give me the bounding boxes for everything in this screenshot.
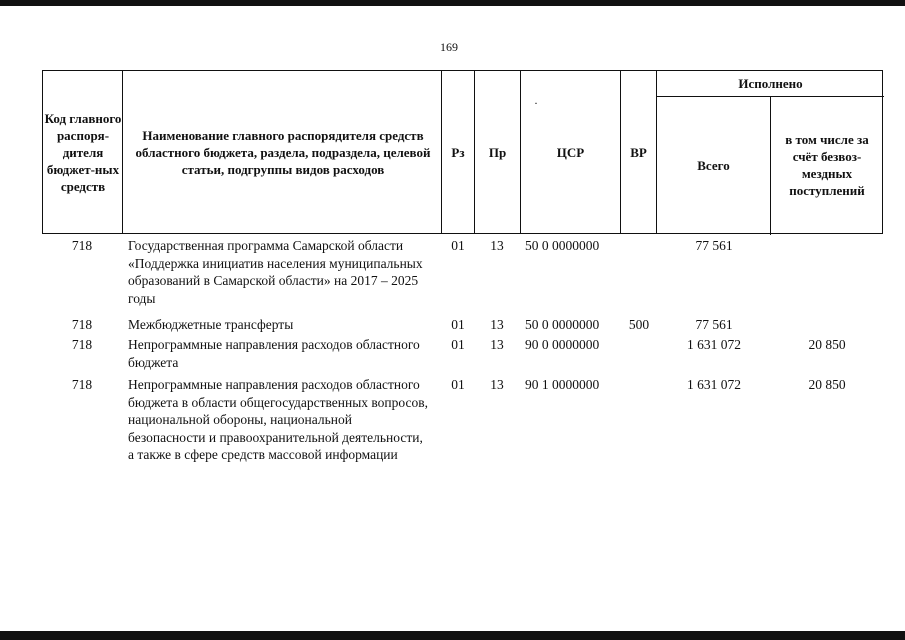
- row-total: 1 631 072: [687, 337, 741, 352]
- row-pr: 13: [490, 377, 504, 392]
- row-csr: 50 0 0000000: [525, 238, 600, 253]
- header-name: Наименование главного распорядителя средств областного бюджета, раздела, подраздела, целевой статьи, подгруппы видов расходов: [135, 127, 431, 177]
- row-total: 1 631 072: [687, 377, 741, 392]
- header-total: Всего: [697, 157, 730, 173]
- top-border-bar: [0, 0, 905, 6]
- row-csr: 50 0 0000000: [525, 317, 600, 332]
- stray-mark: ·: [534, 96, 538, 110]
- row-total: 77 561: [695, 238, 733, 253]
- row-rz: 01: [451, 238, 465, 253]
- row-code: 718: [71, 337, 93, 352]
- row-csr: 90 0 0000000: [525, 337, 600, 352]
- row-rz: 01: [451, 377, 465, 392]
- row-rz: 01: [451, 337, 465, 352]
- row-code: 718: [71, 377, 93, 392]
- row-name: Межбюджетные трансферты: [128, 317, 294, 332]
- header-code: Код главного распоря-дителя бюджет-ных средств: [44, 110, 122, 194]
- row-gratuitous: 20 850: [808, 377, 846, 392]
- header-csr: ЦСР: [556, 144, 585, 160]
- header-executed: Исполнено: [738, 76, 803, 91]
- row-pr: 13: [490, 337, 504, 352]
- row-code: 718: [71, 238, 93, 253]
- bottom-border-bar: [0, 631, 905, 640]
- row-name: Непрограммные направления расходов областного бюджета в области общегосударственных вопросов, национальной обороны, национальной безопасности и правоохранительной деятельности, а также в сфере средств массовой информации: [128, 377, 428, 462]
- row-code: 718: [71, 317, 93, 332]
- row-name: Непрограммные направления расходов областного бюджета: [128, 337, 420, 370]
- row-pr: 13: [490, 317, 504, 332]
- row-vr: 500: [628, 317, 650, 332]
- page-number: 169: [440, 40, 458, 54]
- row-gratuitous: 20 850: [808, 337, 846, 352]
- header-rz: Рз: [451, 144, 465, 160]
- header-gratuitous: в том числе за счёт безвоз-мездных поступлений: [785, 132, 869, 198]
- row-rz: 01: [451, 317, 465, 332]
- row-name: Государственная программа Самарской области «Поддержка инициатив населения муниципальных образований в Самарской области» на 2017 – 2025 годы: [128, 238, 423, 306]
- row-pr: 13: [490, 238, 504, 253]
- table-header: [42, 70, 883, 234]
- header-pr: Пр: [488, 144, 507, 160]
- row-total: 77 561: [695, 317, 733, 332]
- row-csr: 90 1 0000000: [525, 377, 600, 392]
- header-vr: ВР: [630, 144, 647, 160]
